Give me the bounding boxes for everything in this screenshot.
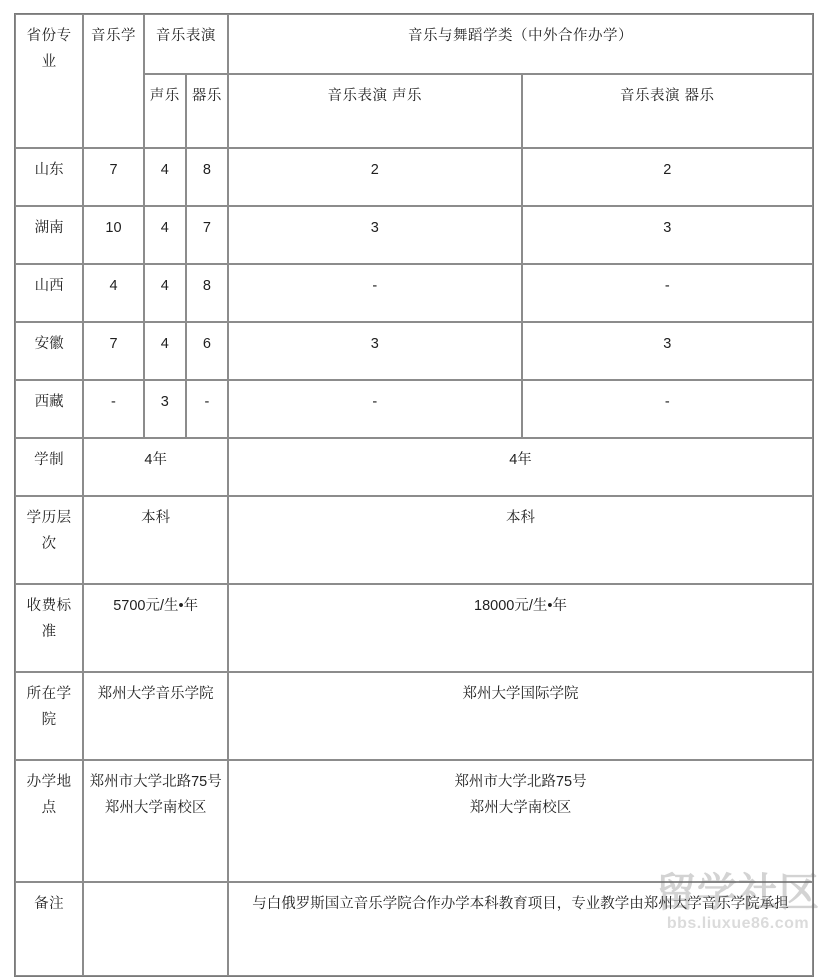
header-cooperative-program: 音乐与舞蹈学类（中外合作办学） xyxy=(228,14,813,74)
watermark-brand: 留学社区 xyxy=(656,870,820,916)
table-row xyxy=(15,322,813,380)
cell-vocal: 4 xyxy=(144,322,186,380)
cell-music-study: 7 xyxy=(83,148,143,206)
value-college-left: 郑州大学音乐学院 xyxy=(83,672,228,760)
header-music-study: 音乐学 xyxy=(83,14,143,148)
cell-music-study: 10 xyxy=(83,206,143,264)
table-row xyxy=(15,206,813,264)
cell-instrumental: 7 xyxy=(186,206,228,264)
value-duration-left: 4年 xyxy=(83,438,228,496)
value-campus-left xyxy=(83,760,228,882)
header-vocal: 声乐 xyxy=(144,74,186,148)
cell-instrumental: 8 xyxy=(186,148,228,206)
header-province-major: 省份专业 xyxy=(15,14,83,148)
table-row xyxy=(15,148,813,206)
label-duration: 学制 xyxy=(15,438,83,496)
cell-coop-instrumental: - xyxy=(522,264,814,322)
watermark-url: bbs.liuxue86.com xyxy=(666,915,810,932)
cell-coop-instrumental: 3 xyxy=(522,322,814,380)
province-name: 山东 xyxy=(15,148,83,206)
value-remarks-right: 与白俄罗斯国立音乐学院合作办学本科教育项目，专业教学由郑州大学音乐学院承担 xyxy=(228,882,813,976)
province-name: 西藏 xyxy=(15,380,83,438)
cell-vocal: 4 xyxy=(144,264,186,322)
campus-left-line-2: 郑州大学南校区 xyxy=(104,800,207,816)
label-college: 所在学院 xyxy=(15,672,83,760)
row-college xyxy=(15,672,813,760)
cell-coop-vocal: 3 xyxy=(228,206,521,264)
value-degree-left: 本科 xyxy=(83,496,228,584)
cell-coop-instrumental: - xyxy=(522,380,814,438)
value-remarks-left xyxy=(83,882,228,976)
table-row xyxy=(15,264,813,322)
province-name: 山西 xyxy=(15,264,83,322)
header-music-performance: 音乐表演 xyxy=(144,14,228,74)
row-degree-level xyxy=(15,496,813,584)
campus-right-line-1: 郑州市大学北路75号 xyxy=(454,774,587,790)
value-college-right: 郑州大学国际学院 xyxy=(228,672,813,760)
cell-coop-vocal: - xyxy=(228,380,521,438)
campus-left-line-1: 郑州市大学北路75号 xyxy=(89,774,222,790)
row-remarks xyxy=(15,882,813,976)
cell-vocal: 4 xyxy=(144,148,186,206)
value-tuition-left: 5700元/生•年 xyxy=(83,584,228,672)
cell-coop-vocal: - xyxy=(228,264,521,322)
label-remarks: 备注 xyxy=(15,882,83,976)
value-tuition-right: 18000元/生•年 xyxy=(228,584,813,672)
label-campus: 办学地点 xyxy=(15,760,83,882)
label-degree-level: 学历层次 xyxy=(15,496,83,584)
row-campus xyxy=(15,760,813,882)
cell-instrumental: 6 xyxy=(186,322,228,380)
cell-music-study: 4 xyxy=(83,264,143,322)
header-instrumental: 器乐 xyxy=(186,74,228,148)
cell-coop-vocal: 3 xyxy=(228,322,521,380)
table-row xyxy=(15,380,813,438)
cell-vocal: 4 xyxy=(144,206,186,264)
province-name: 安徽 xyxy=(15,322,83,380)
cell-instrumental: 8 xyxy=(186,264,228,322)
cell-music-study: - xyxy=(83,380,143,438)
admissions-plan-table xyxy=(14,13,814,977)
admissions-table-container xyxy=(14,13,814,977)
cell-coop-vocal: 2 xyxy=(228,148,521,206)
cell-instrumental: - xyxy=(186,380,228,438)
cell-music-study: 7 xyxy=(83,322,143,380)
value-degree-right: 本科 xyxy=(228,496,813,584)
row-tuition xyxy=(15,584,813,672)
header-coop-vocal: 音乐表演 声乐 xyxy=(228,74,521,148)
campus-right-line-2: 郑州大学南校区 xyxy=(469,800,572,816)
cell-coop-instrumental: 2 xyxy=(522,148,814,206)
row-duration xyxy=(15,438,813,496)
cell-coop-instrumental: 3 xyxy=(522,206,814,264)
value-duration-right: 4年 xyxy=(228,438,813,496)
header-row-top xyxy=(15,14,813,74)
label-tuition: 收费标准 xyxy=(15,584,83,672)
header-coop-instrumental: 音乐表演 器乐 xyxy=(522,74,814,148)
province-name: 湖南 xyxy=(15,206,83,264)
cell-vocal: 3 xyxy=(144,380,186,438)
value-campus-right xyxy=(228,760,813,882)
